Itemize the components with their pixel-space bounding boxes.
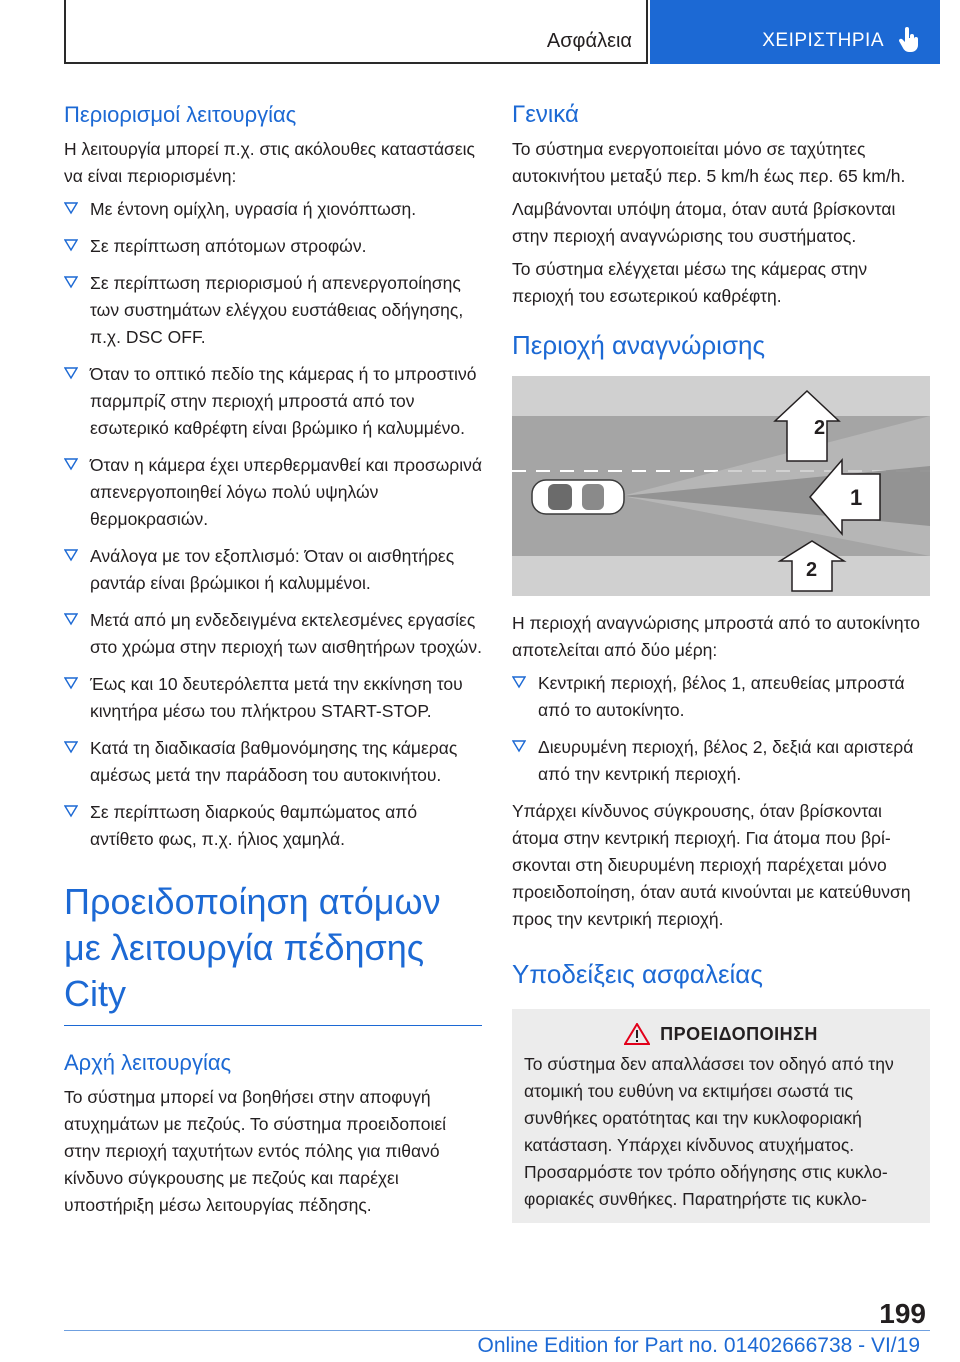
right-column	[512, 100, 930, 1223]
list-item: Σε περίπτωση απότομων στροφών.	[64, 233, 482, 260]
detection-heading: Περιοχή αναγνώρισης	[512, 330, 765, 360]
list-item: Με έντονη ομίχλη, υγρασία ή χιονόπτωση.	[64, 196, 482, 223]
detection-list	[512, 670, 930, 788]
left-column	[64, 100, 482, 1225]
triangle-bullet-icon	[64, 676, 78, 690]
triangle-bullet-icon	[64, 548, 78, 562]
list-item: Διευρυμένη περιοχή, βέλος 2, δεξιά και αριστερά από την κεντρική περιοχή.	[512, 734, 930, 788]
detection-paragraph: Υπάρχει κίνδυνος σύγκρουσης, όταν βρίσκονται άτομα στην κεντρική περιοχή. Για άτομα που βρίσκονται στη διευρυμένη περιοχή παρέχεται μόνο προειδοποίηση, όταν αυτά κινούνται με κατεύθυνση προς την κεντρική περιοχή.	[512, 801, 911, 929]
main-section-title: Προειδοποίηση ατόμων με λειτουργία πέδησης City	[64, 879, 482, 1026]
detection-area-illustration	[512, 376, 930, 596]
arrow-label-2-bottom: 2	[806, 559, 818, 581]
general-paragraph-1: Το σύστημα ενεργοποιείται μόνο σε ταχύτητες αυτοκινήτου μεταξύ περ. 5 km/h έως περ. 65 km/h.	[512, 139, 906, 186]
footer-rule	[64, 1330, 930, 1331]
detection-area-diagram	[512, 376, 930, 596]
list-item: Όταν το οπτικό πεδίο της κάμερας ή το μπροστινό παρμπρίζ στην περιοχή μπροστά από τον εσωτερικό καθρέφτη είναι βρώμικο ή καλυμμένο.	[64, 361, 482, 442]
triangle-bullet-icon	[64, 457, 78, 471]
warning-triangle-icon	[624, 1023, 650, 1045]
triangle-bullet-icon	[64, 201, 78, 215]
triangle-bullet-icon	[64, 275, 78, 289]
principle-heading: Αρχή λειτουργίας	[64, 1050, 232, 1075]
warning-title: ΠΡΟΕΙΔΟΠΟΙΗΣΗ	[660, 1023, 818, 1044]
header-tab-label: ΧΕΙΡΙΣΤΗΡΙΑ	[762, 30, 884, 51]
triangle-bullet-icon	[64, 366, 78, 380]
header-section-title: Ασφάλεια	[546, 30, 632, 52]
arrow-label-2-top: 2	[814, 417, 826, 439]
limits-list	[64, 196, 482, 853]
list-item: Μετά από μη ενδεδειγμένα εκτελεσμένες εργασίες στο χρώμα στην περιοχή των αισθητήρων τροχών.	[64, 607, 482, 661]
header-frame	[64, 0, 648, 64]
triangle-bullet-icon	[64, 612, 78, 626]
arrow-label-1: 1	[850, 485, 863, 510]
list-item: Έως και 10 δευτερόλεπτα μετά την εκκίνηση του κινητήρα μέσω του πλήκτρου START-STOP.	[64, 671, 482, 725]
general-paragraph-3: Το σύστημα ελέγχεται μέσω της κάμερας στην περιοχή του εσωτερικού καθρέφτη.	[512, 259, 868, 306]
warning-title-row	[524, 1023, 918, 1045]
list-item: Σε περίπτωση διαρκούς θαμπώματος από αντίθετο φως, π.χ. ήλιος χαμηλά.	[64, 799, 482, 853]
limits-heading: Περιορισμοί λειτουργίας	[64, 102, 297, 127]
limits-intro: Η λειτουργία μπορεί π.χ. στις ακόλουθες καταστάσεις να είναι περιορισμένη:	[64, 139, 475, 186]
warning-text: Το σύστημα δεν απαλλάσσει τον οδηγό από την ατομική του ευθύνη να εκτιμήσει σωστά τις συνθήκες ορατότητας και την κυκλοφοριακή κατάσταση. Υπάρχει κίνδυνος ατυχήματος. Προσαρμόστε τον τρόπο οδήγησης στις κυκλοφοριακές συνθήκες. Παρατηρήστε τις κυκλο-	[524, 1054, 894, 1209]
general-paragraph-2: Λαμβάνονται υπόψη άτομα, όταν αυτά βρίσκονται στην περιοχή αναγνώρισης του συστήματος.	[512, 199, 896, 246]
principle-text: Το σύστημα μπορεί να βοηθήσει στην αποφυγή ατυχημάτων με πεζούς. Το σύστημα προειδοποιεί στην περιοχή ταχυτήτων εντός πόλης για πιθανό κίνδυνο σύγκρουσης με πεζούς και παρέχει υποστήριξη μέσω λειτουργίας πέδησης.	[64, 1087, 447, 1215]
general-heading: Γενικά	[512, 101, 579, 128]
triangle-bullet-icon	[64, 804, 78, 818]
footer-edition: Online Edition for Part no. 01402666738 - VI/19	[477, 1334, 920, 1357]
list-item: Όταν η κάμερα έχει υπερθερμανθεί και προσωρινά απενεργοποιηθεί λόγω πολύ υψηλών θερμοκρασιών.	[64, 452, 482, 533]
detection-intro: Η περιοχή αναγνώρισης μπροστά από το αυτοκίνητο αποτελείται από δύο μέρη:	[512, 613, 921, 660]
triangle-bullet-icon	[512, 739, 526, 753]
safety-heading: Υποδείξεις ασφαλείας	[512, 959, 763, 989]
triangle-bullet-icon	[64, 238, 78, 252]
list-item: Σε περίπτωση περιορισμού ή απενεργοποίησης των συστημάτων ελέγχου ευστάθειας οδήγησης, π.χ. DSC OFF.	[64, 270, 482, 351]
list-item: Κατά τη διαδικασία βαθμονόμησης της κάμερας αμέσως μετά την παράδοση του αυτοκινήτου.	[64, 735, 482, 789]
warning-box	[512, 1009, 930, 1223]
page-number: 199	[879, 1298, 926, 1329]
list-item: Κεντρική περιοχή, βέλος 1, απευθείας μπροστά από το αυτοκίνητο.	[512, 670, 930, 724]
hand-pointer-icon	[898, 27, 920, 53]
header-tab[interactable]	[650, 0, 940, 64]
car-icon	[532, 480, 624, 514]
triangle-bullet-icon	[512, 675, 526, 689]
list-item: Ανάλογα με τον εξοπλισμό: Όταν οι αισθητήρες ραντάρ είναι βρώμικοι ή καλυμμένοι.	[64, 543, 482, 597]
triangle-bullet-icon	[64, 740, 78, 754]
